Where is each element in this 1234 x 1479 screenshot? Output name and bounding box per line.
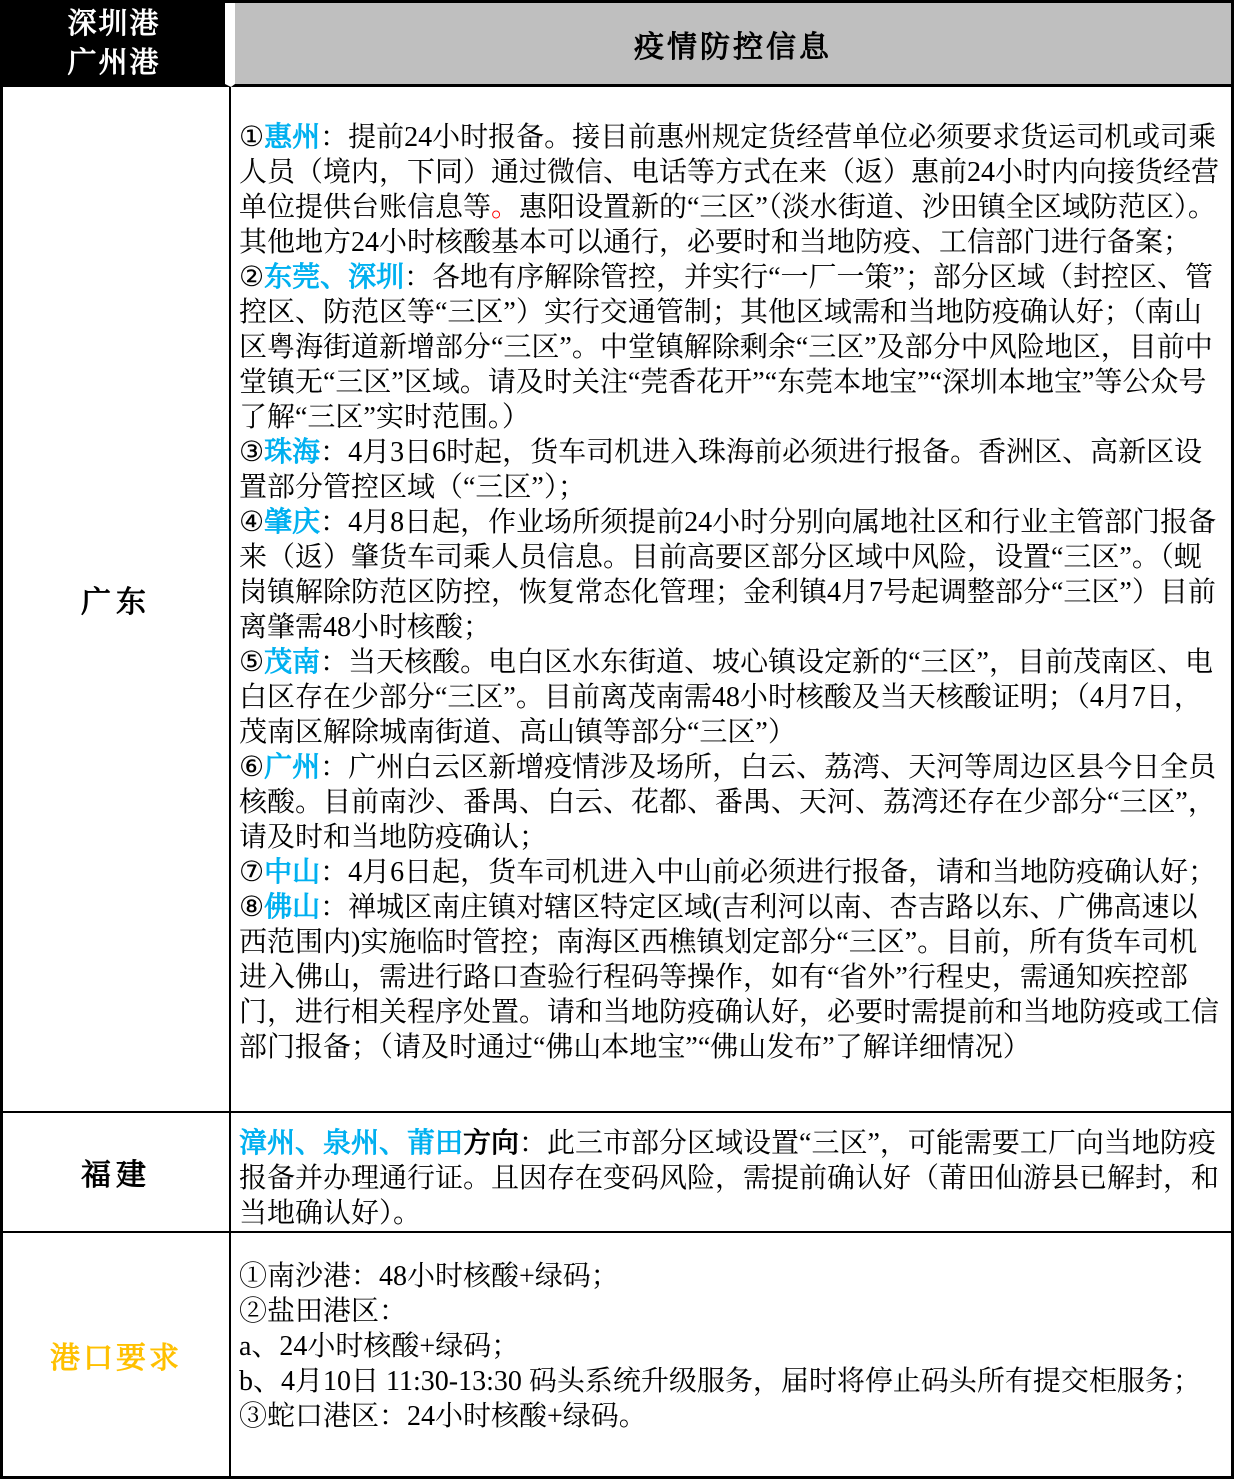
- paragraph: [239, 505, 1223, 645]
- text-segment: ⑤: [239, 647, 265, 678]
- text-segment: ③: [239, 437, 265, 468]
- text-segment: ①: [239, 122, 265, 153]
- fujian-info-cell: [231, 1113, 1231, 1233]
- paragraph: [239, 890, 1223, 1065]
- text-segment: ⑥: [239, 752, 265, 783]
- text-segment: ：4月6日起，货车司机进入中山前必须进行报备，请和当地防疫确认好；: [320, 857, 1217, 888]
- city-name-highlight: 漳州、泉州、莆田: [239, 1128, 464, 1159]
- city-name-highlight: 惠州: [264, 122, 321, 153]
- paragraph: [239, 645, 1223, 750]
- text-segment: ①南沙港：48小时核酸+绿码；: [239, 1261, 619, 1292]
- city-name-highlight: 中山: [264, 857, 321, 888]
- city-name-highlight: 肇庆: [264, 507, 321, 538]
- text-segment: ⑦: [239, 857, 265, 888]
- paragraph: [239, 1364, 1223, 1399]
- text-segment: ：4月3日6时起，货车司机进入珠海前必须进行报备。香洲区、高新区设置部分管控区域（“三区”）；: [239, 437, 1203, 503]
- text-segment: ：各地有序解除管控，并实行“一厂一策”；部分区域（封控区、管控区、防范区等“三区”）实行交通管制；其他区域需和当地防疫确认好；（南山区粤海街道新增部分“三区”。中堂镇解除剩余“三区”及部分中风险地区，目前中堂镇无“三区”区域。请及时关注“莞香花开”“东莞本地宝”“深圳本地宝”等公众号了解“三区”实时范围。）: [239, 262, 1213, 433]
- info-title: 疫情防控信息: [634, 30, 832, 64]
- header-cell-info-title: [231, 3, 1231, 87]
- paragraph: [239, 1399, 1223, 1434]
- paragraph: [239, 855, 1223, 890]
- row-label-text: 广东: [81, 586, 151, 619]
- text-segment: ：提前24小时报备。接目前惠州规定货经营单位必须要求货运司机或司乘人员（境内，下同）通过微信、电话等方式在来（返）惠前24小时内向接货经营单位提供台账信息等: [239, 122, 1220, 223]
- port-title-line-1: 深圳港: [67, 7, 161, 40]
- city-name-highlight: 珠海: [264, 437, 321, 468]
- text-segment: ③蛇口港区：24小时核酸+绿码。: [239, 1401, 647, 1432]
- text-segment: ：广州白云区新增疫情涉及场所，白云、荔湾、天河等周边区县今日全员核酸。目前南沙、番禺、白云、花都、番禺、天河、荔湾还存在少部分“三区”，请及时和当地防疫确认；: [239, 752, 1217, 853]
- row-label-port-requirements: [3, 1233, 231, 1476]
- row-label-text: 福建: [81, 1159, 151, 1192]
- paragraph: [239, 435, 1223, 505]
- text-segment: ②盐田港区：: [239, 1296, 408, 1327]
- paragraph: [239, 260, 1223, 435]
- paragraph: [239, 1294, 1223, 1329]
- paragraph: [239, 750, 1223, 855]
- paragraph: [239, 1126, 1223, 1231]
- guangdong-info-cell: [231, 87, 1231, 1113]
- city-name-highlight: 广州: [264, 752, 321, 783]
- text-segment: ④: [239, 507, 265, 538]
- port-title-line-2: 广州港: [67, 46, 161, 79]
- header-cell-ports: [3, 3, 231, 87]
- text-segment: a、24小时核酸+绿码；: [239, 1331, 520, 1362]
- text-segment: 惠阳设置新的“三区”（淡水街道、沙田镇全区域防范区）。其他地方24小时核酸基本可以通行，必要时和当地防疫、工信部门进行备案；: [239, 192, 1216, 258]
- paragraph: [239, 1329, 1223, 1364]
- text-segment: 。: [491, 192, 520, 223]
- city-name-highlight: 茂南: [264, 647, 321, 678]
- city-name-highlight: 东莞、深圳: [264, 262, 405, 293]
- text-segment: 方向: [463, 1128, 520, 1159]
- paragraph: [239, 1259, 1223, 1294]
- text-segment: ：当天核酸。电白区水东街道、坡心镇设定新的“三区”，目前茂南区、电白区存在少部分“三区”。目前离茂南需48小时核酸及当天核酸证明；（4月7日，茂南区解除城南街道、高山镇等部分“三区”）: [239, 647, 1213, 748]
- text-segment: ⑧: [239, 892, 265, 923]
- row-label-guangdong: [3, 87, 231, 1113]
- row-label-fujian: [3, 1113, 231, 1233]
- paragraph: [239, 120, 1223, 260]
- row-label-text: 港口要求: [50, 1341, 182, 1375]
- text-segment: b、4月10日 11:30-13:30 码头系统升级服务，届时将停止码头所有提交柜服务；: [239, 1366, 1201, 1397]
- city-name-highlight: 佛山: [264, 892, 321, 923]
- text-segment: ：禅城区南庄镇对辖区特定区域(吉利河以南、杏吉路以东、广佛高速以西范围内)实施临时管控；南海区西樵镇划定部分“三区”。目前，所有货车司机进入佛山，需进行路口查验行程码等操作，如有“省外”行程史，需通知疾控部门，进行相关程序处置。请和当地防疫确认好，必要时需提前和当地防疫或工信部门报备；（请及时通过“佛山本地宝”“佛山发布”了解详细情况）: [239, 892, 1220, 1063]
- text-segment: ②: [239, 262, 265, 293]
- port-requirements-cell: [231, 1233, 1231, 1476]
- text-segment: ：4月8日起，作业场所须提前24小时分别向属地社区和行业主管部门报备来（返）肇货车司乘人员信息。目前高要区部分区域中风险，设置“三区”。（蚬岗镇解除防范区防控，恢复常态化管理；金利镇4月7号起调整部分“三区”）目前离肇需48小时核酸；: [239, 507, 1217, 643]
- text-segment: ：此三市部分区域设置“三区”，可能需要工厂向当地防疫报备并办理通行证。且因存在变码风险，需提前确认好（莆田仙游县已解封，和当地确认好）。: [239, 1128, 1220, 1229]
